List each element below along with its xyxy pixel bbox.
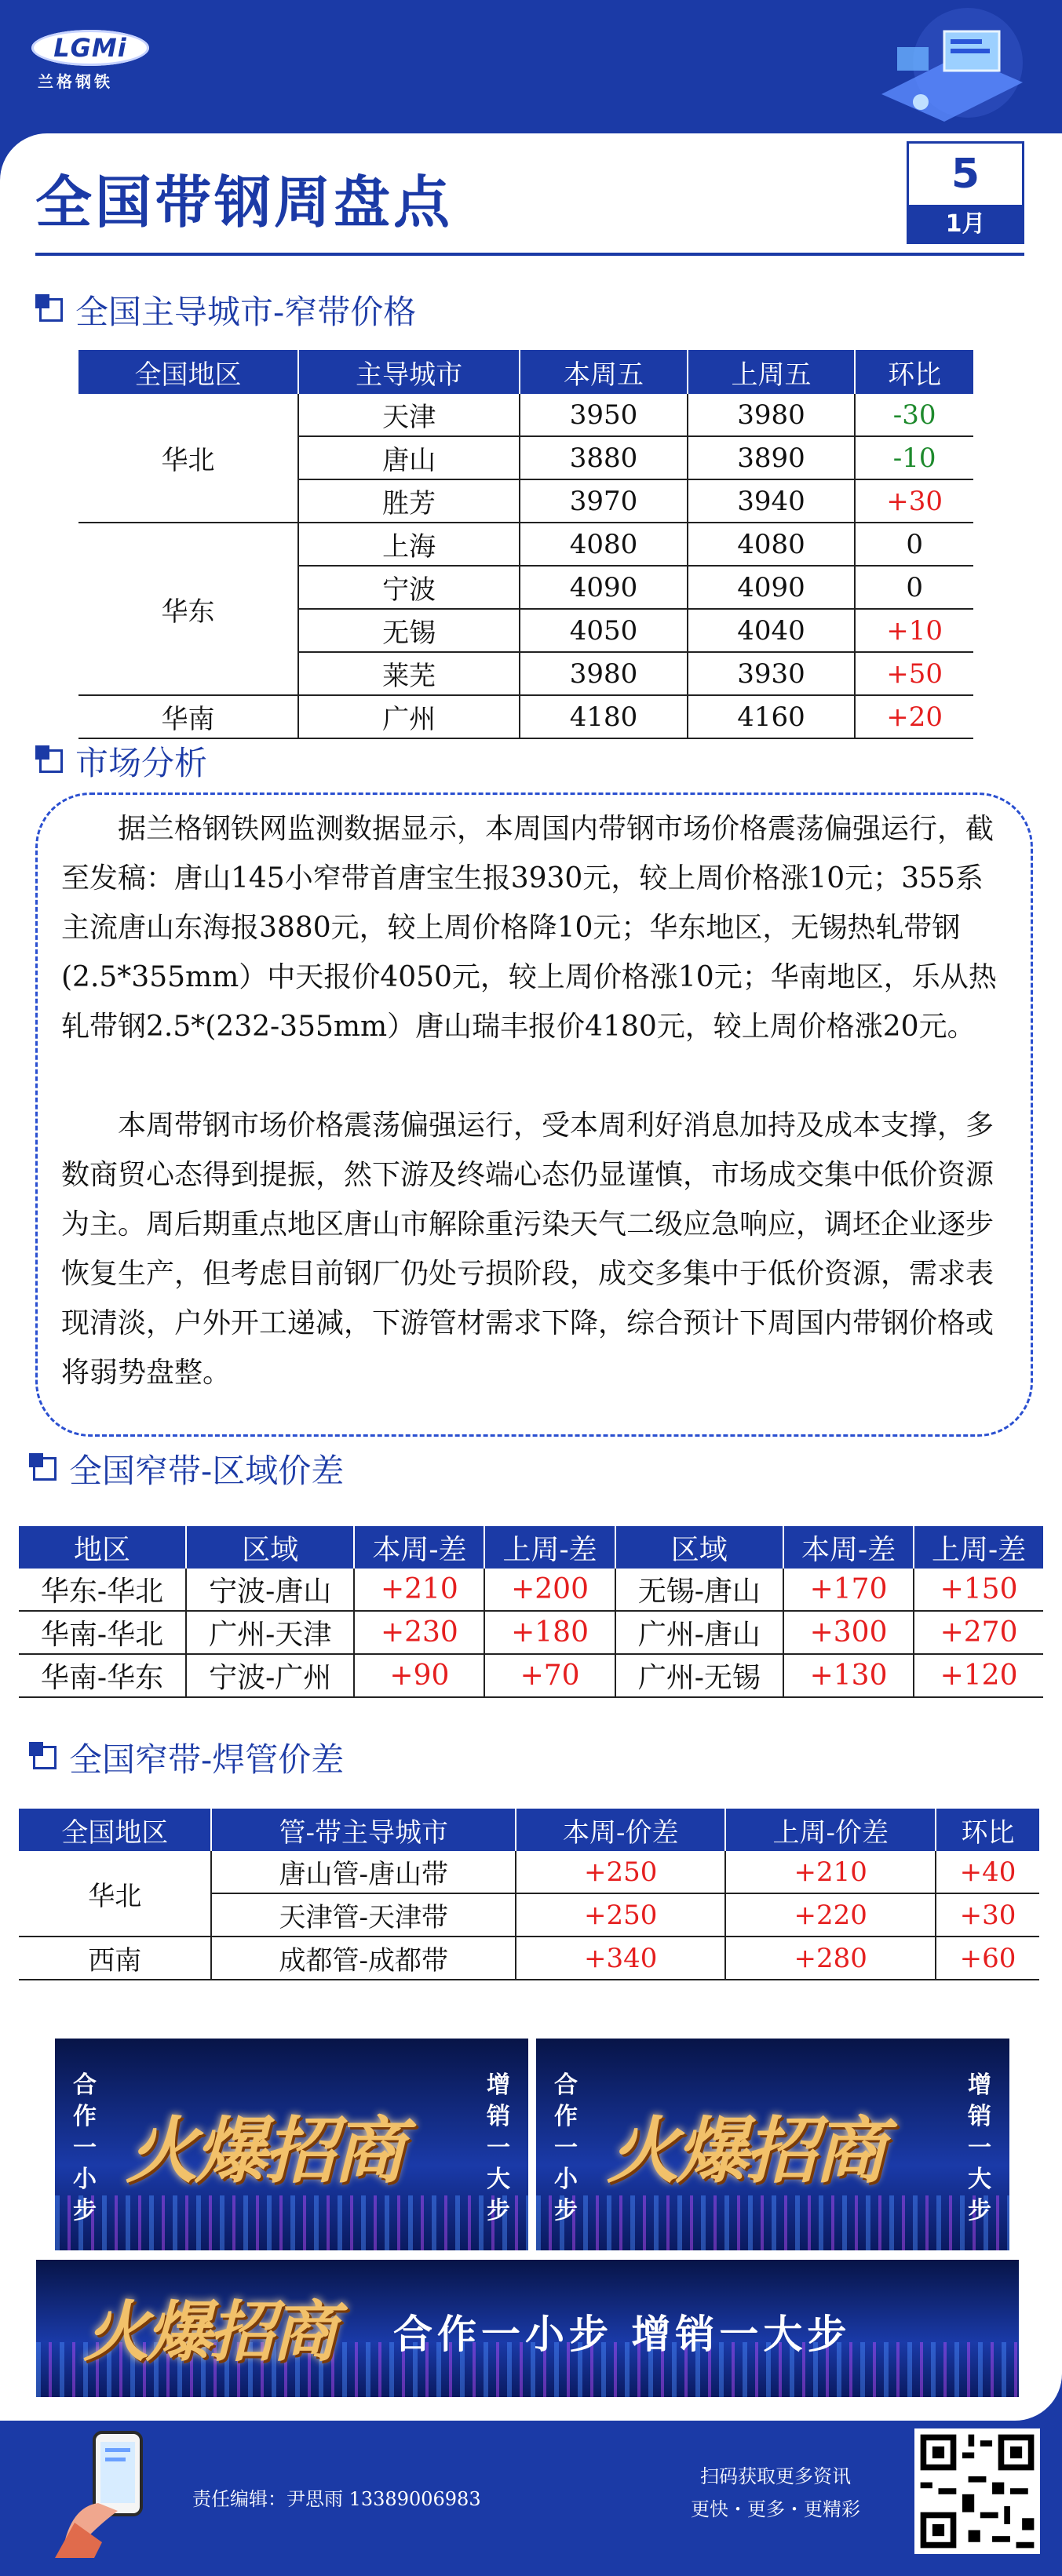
scan-line: 更快・更多・更精彩 [691,2498,860,2520]
region-cell: 华北 [19,1851,211,1937]
city-cell: 胜芳 [298,479,520,523]
date-badge [907,141,1024,251]
table-row [19,1654,1043,1697]
price-cell: 3880 [520,436,688,479]
city-cell: 天津管-天津带 [211,1893,516,1937]
promo-banner-wide[interactable] [36,2260,1019,2397]
section-regional-spread [33,1445,344,1492]
section-title: 全国窄带-区域价差 [69,1452,345,1490]
price-cell: 4180 [520,695,688,738]
diff-cell: +90 [354,1654,484,1697]
diff-cell: +340 [516,1937,725,1980]
diff-cell: +250 [516,1851,725,1893]
city-cell: 上海 [298,523,520,566]
diff-cell: +120 [914,1654,1043,1697]
promo-banner-right[interactable] [536,2039,1009,2250]
col-change: 环比 [936,1809,1039,1851]
diff-cell: +250 [516,1893,725,1937]
col-last-week: 上周-价差 [725,1809,935,1851]
change-cell: +30 [855,479,973,523]
price-cell: 3930 [688,652,856,695]
section-narrow-strip-prices [39,286,416,333]
banner-vertical-text: 合作一小步 [73,2071,97,2224]
col-city-pair: 管-带主导城市 [211,1809,516,1851]
change-cell: +10 [855,609,973,652]
city-cell: 宁波 [298,566,520,609]
diff-cell: +230 [354,1611,484,1654]
price-cell: 3950 [520,394,688,436]
diff-cell: +300 [783,1611,914,1654]
col-last-week: 上周五 [688,350,856,394]
change-cell: +60 [936,1937,1039,1980]
table-row [78,523,973,566]
zone-cell: 宁波-唐山 [186,1569,354,1611]
banner-headline: 火爆招商 [607,2108,884,2193]
banner-vertical-text: 增销一大步 [487,2071,510,2224]
col-zone: 区域 [615,1526,783,1569]
change-cell: +50 [855,652,973,695]
table-row [19,1611,1043,1654]
city-cell: 成都管-成都带 [211,1937,516,1980]
col-zone: 区域 [186,1526,354,1569]
table-row [19,1569,1043,1611]
city-cell: 广州 [298,695,520,738]
table-row [19,1937,1039,1980]
col-this-diff: 本周-差 [783,1526,914,1569]
region-cell: 西南 [19,1937,211,1980]
banner-vertical-text: 合作一小步 [554,2071,578,2224]
price-cell: 3980 [520,652,688,695]
analysis-paragraph-1: 据兰格钢铁网监测数据显示，本周国内带钢市场价格震荡偏强运行，截至发稿：唐山145小窄带首唐宝生报3930元，较上周价格涨10元；355系主流唐山东海报3880元，较上周价格降10元；华东地区，无锡热轧带钢(2.5*355mm）中天报价4050元，较上周价格涨10元；华南地区，乐从热轧带钢2.5*(232-355mm）唐山瑞丰报价4180元，较上周价格涨20元。 [61,813,997,1043]
change-cell: +40 [936,1851,1039,1893]
table-row [19,1851,1039,1893]
diff-cell: +150 [914,1569,1043,1611]
section-bullet-icon [39,749,63,773]
change-cell: 0 [855,523,973,566]
analysis-paragraph-2: 本周带钢市场价格震荡偏强运行，受本周利好消息加持及成本支撑，多数商贸心态得到提振，然下游及终端心态仍显谨慎，市场成交集中低价资源为主。周后期重点地区唐山市解除重污染天气二级应急响应，调坯企业逐步恢复生产，但考虑目前钢厂仍处亏损阶段，成交多集中于低价资源，需求表现清淡，户外开工递减，下游管材需求下降，综合预计下周国内带钢价格或将弱势盘整。 [61,1109,994,1389]
date-day: 5 [907,141,1024,205]
col-this-diff: 本周-差 [354,1526,484,1569]
zone-cell: 广州-唐山 [615,1611,783,1654]
price-cell: 4080 [688,523,856,566]
diff-cell: +170 [783,1569,914,1611]
city-cell: 唐山管-唐山带 [211,1851,516,1893]
banner-vertical-text: 增销一大步 [968,2071,991,2224]
city-cell: 天津 [298,394,520,436]
col-city: 主导城市 [298,350,520,394]
scan-prompt [691,2460,860,2526]
diff-cell: +130 [783,1654,914,1697]
analysis-box [35,792,1033,1437]
section-title: 全国窄带-焊管价差 [69,1740,345,1779]
price-cell: 4080 [520,523,688,566]
editor-credit: 责任编辑：尹思雨 13389006983 [192,2488,481,2510]
city-cell: 无锡 [298,609,520,652]
area-cell: 华南-华东 [19,1654,186,1697]
col-change: 环比 [855,350,973,394]
diff-cell: +280 [725,1937,935,1980]
region-cell: 华东 [78,523,298,695]
price-cell: 3890 [688,436,856,479]
title-divider [35,253,1024,256]
zone-cell: 宁波-广州 [186,1654,354,1697]
pipe-spread-table [19,1809,1039,1980]
scan-line: 扫码获取更多资讯 [700,2465,851,2487]
city-cell: 唐山 [298,436,520,479]
col-this-week: 本周-价差 [516,1809,725,1851]
regional-spread-table [19,1526,1043,1698]
change-cell: 0 [855,566,973,609]
col-last-diff: 上周-差 [914,1526,1043,1569]
price-cell: 3980 [688,394,856,436]
city-price-table [78,350,973,739]
col-area: 地区 [19,1526,186,1569]
diff-cell: +200 [484,1569,615,1611]
change-cell: -30 [855,394,973,436]
price-cell: 4050 [520,609,688,652]
change-cell: +20 [855,695,973,738]
price-cell: 4160 [688,695,856,738]
table-row [78,695,973,738]
diff-cell: +210 [354,1569,484,1611]
tech-illustration-icon [850,8,1031,126]
section-title: 全国主导城市-窄带价格 [75,293,417,331]
banner-slogan: 合作一小步 增销一大步 [393,2312,852,2357]
diff-cell: +270 [914,1611,1043,1654]
section-bullet-icon [39,298,63,322]
price-cell: 4090 [688,566,856,609]
col-last-diff: 上周-差 [484,1526,615,1569]
table-row [78,394,973,436]
price-cell: 4040 [688,609,856,652]
section-title: 市场分析 [75,744,208,782]
banner-headline: 火爆招商 [126,2108,403,2193]
area-cell: 华南-华北 [19,1611,186,1654]
zone-cell: 无锡-唐山 [615,1569,783,1611]
area-cell: 华东-华北 [19,1569,186,1611]
change-cell: -10 [855,436,973,479]
qr-code[interactable] [914,2428,1040,2554]
col-this-week: 本周五 [520,350,688,394]
diff-cell: +70 [484,1654,615,1697]
diff-cell: +210 [725,1851,935,1893]
price-cell: 4090 [520,566,688,609]
region-cell: 华北 [78,394,298,523]
banner-headline: 火爆招商 [83,2293,335,2370]
city-cell: 莱芜 [298,652,520,695]
section-bullet-icon [33,1457,57,1481]
diff-cell: +180 [484,1611,615,1654]
zone-cell: 广州-天津 [186,1611,354,1654]
section-market-analysis [39,738,207,785]
col-region: 全国地区 [78,350,298,394]
date-month: 1月 [907,205,1024,244]
diff-cell: +220 [725,1893,935,1937]
region-cell: 华南 [78,695,298,738]
lgmi-logo: LGMi 兰格钢铁 [31,30,149,85]
zone-cell: 广州-无锡 [615,1654,783,1697]
phone-in-hand-icon [47,2425,181,2558]
section-pipe-spread [33,1734,344,1781]
price-cell: 3970 [520,479,688,523]
change-cell: +30 [936,1893,1039,1937]
page-title: 全国带钢周盘点 [35,169,454,235]
price-cell: 3940 [688,479,856,523]
section-bullet-icon [33,1746,57,1769]
col-region: 全国地区 [19,1809,211,1851]
promo-banner-left[interactable] [55,2039,528,2250]
